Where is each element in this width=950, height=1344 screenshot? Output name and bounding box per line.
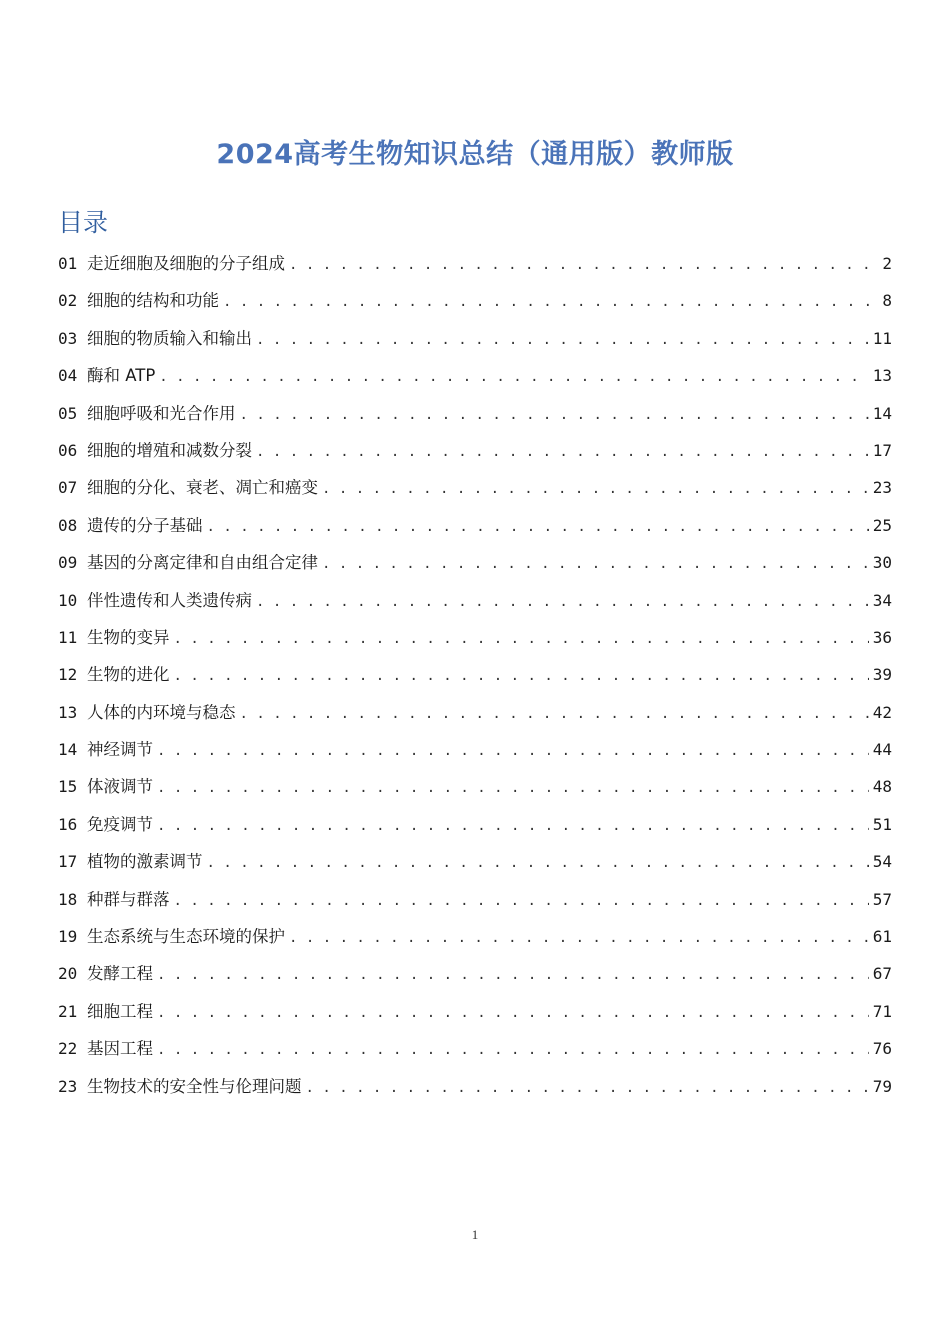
toc-entry-title: 酶和 ATP — [87, 366, 156, 386]
toc-entry[interactable] — [58, 769, 892, 806]
toc-entry-number: 23 — [58, 1076, 78, 1096]
toc-dot-leader — [289, 920, 869, 956]
toc-entry-page: 14 — [872, 403, 892, 423]
toc-entry-number: 17 — [58, 852, 78, 872]
toc-entry-title: 神经调节 — [87, 740, 153, 760]
toc-dot-leader — [207, 845, 869, 881]
toc-entry-page: 57 — [872, 889, 892, 909]
toc-entry-title: 细胞的分化、衰老、凋亡和癌变 — [87, 478, 318, 498]
toc-entry[interactable] — [58, 545, 892, 582]
toc-entry-title: 生物的进化 — [87, 665, 170, 685]
toc-entry-page: 67 — [872, 964, 892, 984]
toc-entry-page: 30 — [872, 553, 892, 573]
toc-entry-page: 76 — [872, 1039, 892, 1059]
toc-entry[interactable] — [58, 583, 892, 620]
toc-entry-title: 细胞的增殖和减数分裂 — [87, 440, 252, 460]
table-of-contents — [58, 246, 892, 1106]
toc-entry-number: 10 — [58, 590, 78, 610]
toc-entry-title: 生物的变异 — [87, 627, 170, 647]
toc-dot-leader — [207, 509, 869, 545]
toc-entry-title: 生物技术的安全性与伦理问题 — [87, 1076, 302, 1096]
toc-entry-page: 71 — [872, 1001, 892, 1021]
toc-dot-leader — [306, 1070, 869, 1106]
toc-dot-leader — [240, 397, 869, 433]
toc-entry[interactable] — [58, 657, 892, 694]
toc-entry-number: 07 — [58, 478, 78, 498]
toc-entry-page: 2 — [882, 254, 892, 273]
toc-entry[interactable] — [58, 844, 892, 881]
toc-dot-leader — [159, 359, 868, 395]
toc-entry-page: 48 — [872, 777, 892, 797]
toc-entry-number: 13 — [58, 702, 78, 722]
toc-entry-page: 8 — [882, 291, 892, 311]
toc-entry[interactable] — [58, 1031, 892, 1068]
toc-entry-number: 08 — [58, 515, 78, 535]
toc-dot-leader — [157, 733, 869, 769]
toc-entry-page: 34 — [872, 590, 892, 610]
toc-dot-leader — [157, 770, 869, 806]
toc-dot-leader — [256, 434, 869, 470]
toc-entry-title: 发酵工程 — [87, 964, 153, 984]
toc-dot-leader — [240, 696, 869, 732]
toc-entry-number: 03 — [58, 328, 78, 348]
toc-entry-number: 21 — [58, 1001, 78, 1021]
toc-entry[interactable] — [58, 956, 892, 993]
toc-entry-number: 14 — [58, 740, 78, 760]
toc-entry-number: 11 — [58, 627, 78, 647]
toc-entry-title: 细胞的结构和功能 — [87, 291, 219, 311]
toc-entry-title: 细胞呼吸和光合作用 — [87, 403, 236, 423]
toc-dot-leader — [157, 808, 869, 844]
toc-entry[interactable] — [58, 620, 892, 657]
toc-entry[interactable] — [58, 919, 892, 956]
toc-entry-title: 遗传的分子基础 — [87, 515, 203, 535]
toc-entry-number: 06 — [58, 440, 78, 460]
toc-entry[interactable] — [58, 433, 892, 470]
toc-entry-title: 细胞的物质输入和输出 — [87, 328, 252, 348]
toc-entry[interactable] — [58, 283, 892, 320]
toc-entry-page: 39 — [872, 665, 892, 685]
toc-entry-title: 植物的激素调节 — [87, 852, 203, 872]
toc-entry-page: 51 — [872, 814, 892, 834]
toc-dot-leader — [322, 546, 869, 582]
toc-entry-title: 基因工程 — [87, 1039, 153, 1059]
page-number: 1 — [471, 1227, 479, 1242]
toc-entry-page: 13 — [872, 366, 892, 386]
toc-dot-leader — [256, 584, 869, 620]
toc-entry[interactable] — [58, 994, 892, 1031]
toc-entry[interactable] — [58, 358, 892, 395]
toc-entry-title: 伴性遗传和人类遗传病 — [87, 590, 252, 610]
toc-entry-page: 25 — [872, 515, 892, 535]
toc-entry-page: 42 — [872, 702, 892, 722]
toc-entry-number: 12 — [58, 665, 78, 685]
toc-entry-number: 09 — [58, 553, 78, 573]
toc-entry-page: 17 — [872, 440, 892, 460]
toc-entry[interactable] — [58, 246, 892, 283]
toc-entry-page: 23 — [872, 478, 892, 498]
toc-entry-page: 44 — [872, 740, 892, 760]
toc-entry-number: 20 — [58, 964, 78, 984]
toc-entry[interactable] — [58, 695, 892, 732]
toc-entry[interactable] — [58, 508, 892, 545]
toc-entry-title: 生态系统与生态环境的保护 — [87, 927, 285, 947]
toc-entry[interactable] — [58, 732, 892, 769]
toc-dot-leader — [174, 658, 869, 694]
toc-entry[interactable] — [58, 1069, 892, 1106]
toc-entry-number: 02 — [58, 291, 78, 311]
toc-entry-number: 05 — [58, 403, 78, 423]
toc-entry-title: 体液调节 — [87, 777, 153, 797]
toc-entry-number: 04 — [58, 366, 78, 386]
toc-entry[interactable] — [58, 882, 892, 919]
toc-entry-number: 16 — [58, 814, 78, 834]
toc-entry-title: 种群与群落 — [87, 889, 170, 909]
toc-entry-page: 54 — [872, 852, 892, 872]
toc-entry-number: 01 — [58, 254, 78, 273]
toc-dot-leader — [223, 284, 878, 320]
toc-dot-leader — [256, 322, 869, 358]
toc-entry[interactable] — [58, 321, 892, 358]
toc-dot-leader — [322, 471, 869, 507]
toc-entry-title: 人体的内环境与稳态 — [87, 702, 236, 722]
toc-dot-leader — [157, 957, 869, 993]
toc-entry-page: 36 — [872, 627, 892, 647]
toc-dot-leader — [157, 1032, 869, 1068]
toc-entry-title: 走近细胞及细胞的分子组成 — [87, 254, 285, 273]
toc-entry-number: 18 — [58, 889, 78, 909]
toc-dot-leader — [174, 621, 869, 657]
toc-entry-page: 61 — [872, 927, 892, 947]
toc-entry-title: 基因的分离定律和自由组合定律 — [87, 553, 318, 573]
document-title: 2024高考生物知识总结（通用版）教师版 — [216, 139, 734, 170]
toc-dot-leader — [289, 247, 878, 283]
toc-entry-page: 79 — [872, 1076, 892, 1096]
toc-entry-title: 细胞工程 — [87, 1001, 153, 1021]
toc-entry-number: 15 — [58, 777, 78, 797]
toc-heading: 目录 — [58, 208, 109, 237]
toc-entry-title: 免疫调节 — [87, 814, 153, 834]
toc-entry-page: 11 — [872, 328, 892, 348]
toc-entry-number: 19 — [58, 927, 78, 947]
toc-dot-leader — [174, 883, 869, 919]
toc-entry[interactable] — [58, 807, 892, 844]
toc-entry-number: 22 — [58, 1039, 78, 1059]
toc-dot-leader — [157, 995, 869, 1031]
toc-entry[interactable] — [58, 470, 892, 507]
toc-entry[interactable] — [58, 396, 892, 433]
